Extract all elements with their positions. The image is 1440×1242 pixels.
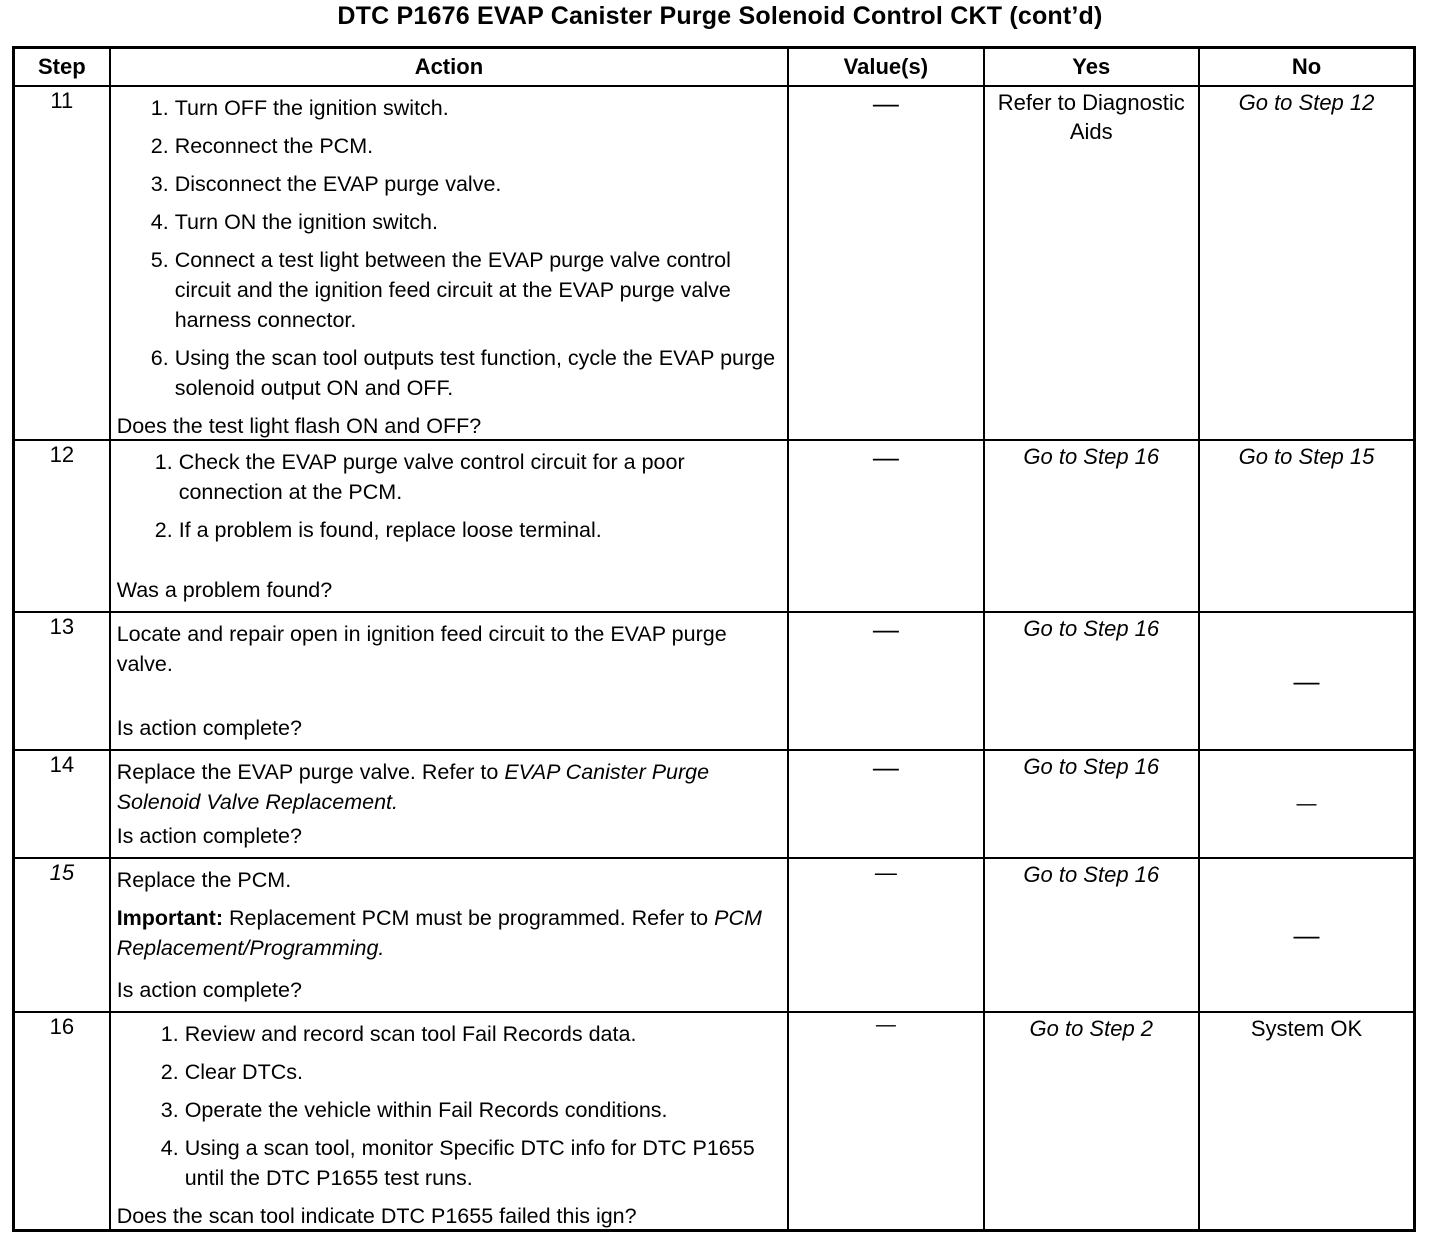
action-question: Is action complete? (116, 824, 302, 848)
table-header-row (14, 48, 1415, 87)
yes-cell: Go to Step 16 (984, 612, 1199, 750)
action-step: 2. Clear DTCs. (185, 1057, 781, 1087)
table-row-step-15 (14, 858, 1415, 1012)
action-cell (110, 86, 788, 440)
no-cell: — (1199, 750, 1415, 858)
value-cell: — (788, 86, 983, 440)
important-label: Important: (116, 906, 223, 930)
yes-cell: Go to Step 16 (984, 750, 1199, 858)
action-cell (110, 1012, 788, 1230)
header-action: Action (110, 48, 788, 87)
yes-cell: Go to Step 16 (984, 440, 1199, 612)
action-text: Replace the PCM. (116, 868, 292, 892)
header-no: No (1199, 48, 1415, 87)
table-row-step-11 (14, 86, 1415, 440)
action-step: 2. If a problem is found, replace loose terminal. (179, 515, 781, 545)
action-steps (117, 93, 781, 411)
step-number: 12 (14, 440, 110, 612)
action-steps (117, 1019, 781, 1201)
action-step: 5. Connect a test light between the EVAP purge valve control circuit and the ignition feed circuit at the EVAP purge valve harness connector. (175, 245, 781, 335)
action-question: Is action complete? (116, 716, 302, 740)
action-cell (110, 858, 788, 1012)
diagnostic-table (12, 46, 1416, 1232)
yes-cell: Go to Step 16 (984, 858, 1199, 1012)
action-steps (117, 447, 781, 553)
header-value: Value(s) (788, 48, 983, 87)
action-step: 3. Operate the vehicle within Fail Records conditions. (185, 1095, 781, 1125)
action-question: Does the test light flash ON and OFF? (116, 414, 482, 438)
step-number: 11 (14, 86, 110, 440)
yes-cell: Go to Step 2 (984, 1012, 1199, 1230)
value-cell: — (788, 858, 983, 1012)
page-title: DTC P1676 EVAP Canister Purge Solenoid Control CKT (cont’d) (337, 2, 1103, 30)
no-cell: — (1199, 612, 1415, 750)
value-cell: — (788, 440, 983, 612)
no-cell: — (1199, 858, 1415, 1012)
step-number: 14 (14, 750, 110, 858)
yes-cell: Refer to Diagnostic Aids (984, 86, 1199, 440)
action-question: Does the scan tool indicate DTC P1655 failed this ign? (116, 1204, 637, 1228)
value-cell: — (788, 1012, 983, 1230)
action-step: 4. Turn ON the ignition switch. (175, 207, 781, 237)
header-step: Step (14, 48, 110, 87)
no-cell: System OK (1199, 1012, 1415, 1230)
step-number: 15 (14, 858, 110, 1012)
action-text-lead: Replace the EVAP purge valve. Refer to (116, 760, 505, 784)
action-step: 4. Using a scan tool, monitor Specific DTC info for DTC P1655 until the DTC P1655 test runs. (185, 1133, 781, 1193)
value-cell: — (788, 612, 983, 750)
action-cell (110, 612, 788, 750)
table-row-step-16 (14, 1012, 1415, 1230)
action-cell (110, 750, 788, 858)
important-note (117, 903, 781, 963)
step-number: 13 (14, 612, 110, 750)
action-step: 1. Review and record scan tool Fail Records data. (185, 1019, 781, 1049)
no-cell: Go to Step 12 (1199, 86, 1415, 440)
table-row-step-13 (14, 612, 1415, 750)
action-step: 2. Reconnect the PCM. (175, 131, 781, 161)
action-step: 3. Disconnect the EVAP purge valve. (175, 169, 781, 199)
action-step: 1. Turn OFF the ignition switch. (175, 93, 781, 123)
value-cell: — (788, 750, 983, 858)
action-text (117, 757, 781, 817)
table-row-step-12 (14, 440, 1415, 612)
table-row-step-14 (14, 750, 1415, 858)
procedure-reference: PCM Replacement/Programming. (116, 906, 762, 960)
action-step: 6. Using the scan tool outputs test function, cycle the EVAP purge solenoid output ON and OFF. (175, 343, 781, 403)
action-question: Is action complete? (116, 978, 302, 1002)
action-text: Locate and repair open in ignition feed circuit to the EVAP purge valve. (116, 622, 727, 676)
important-text: Replacement PCM must be programmed. Refer to (223, 906, 715, 930)
step-number: 16 (14, 1012, 110, 1230)
no-cell: Go to Step 15 (1199, 440, 1415, 612)
procedure-reference: EVAP Canister Purge Solenoid Valve Replacement. (116, 760, 710, 814)
action-question: Was a problem found? (116, 578, 333, 602)
action-cell (110, 440, 788, 612)
header-yes: Yes (984, 48, 1199, 87)
action-step: 1. Check the EVAP purge valve control circuit for a poor connection at the PCM. (179, 447, 781, 507)
